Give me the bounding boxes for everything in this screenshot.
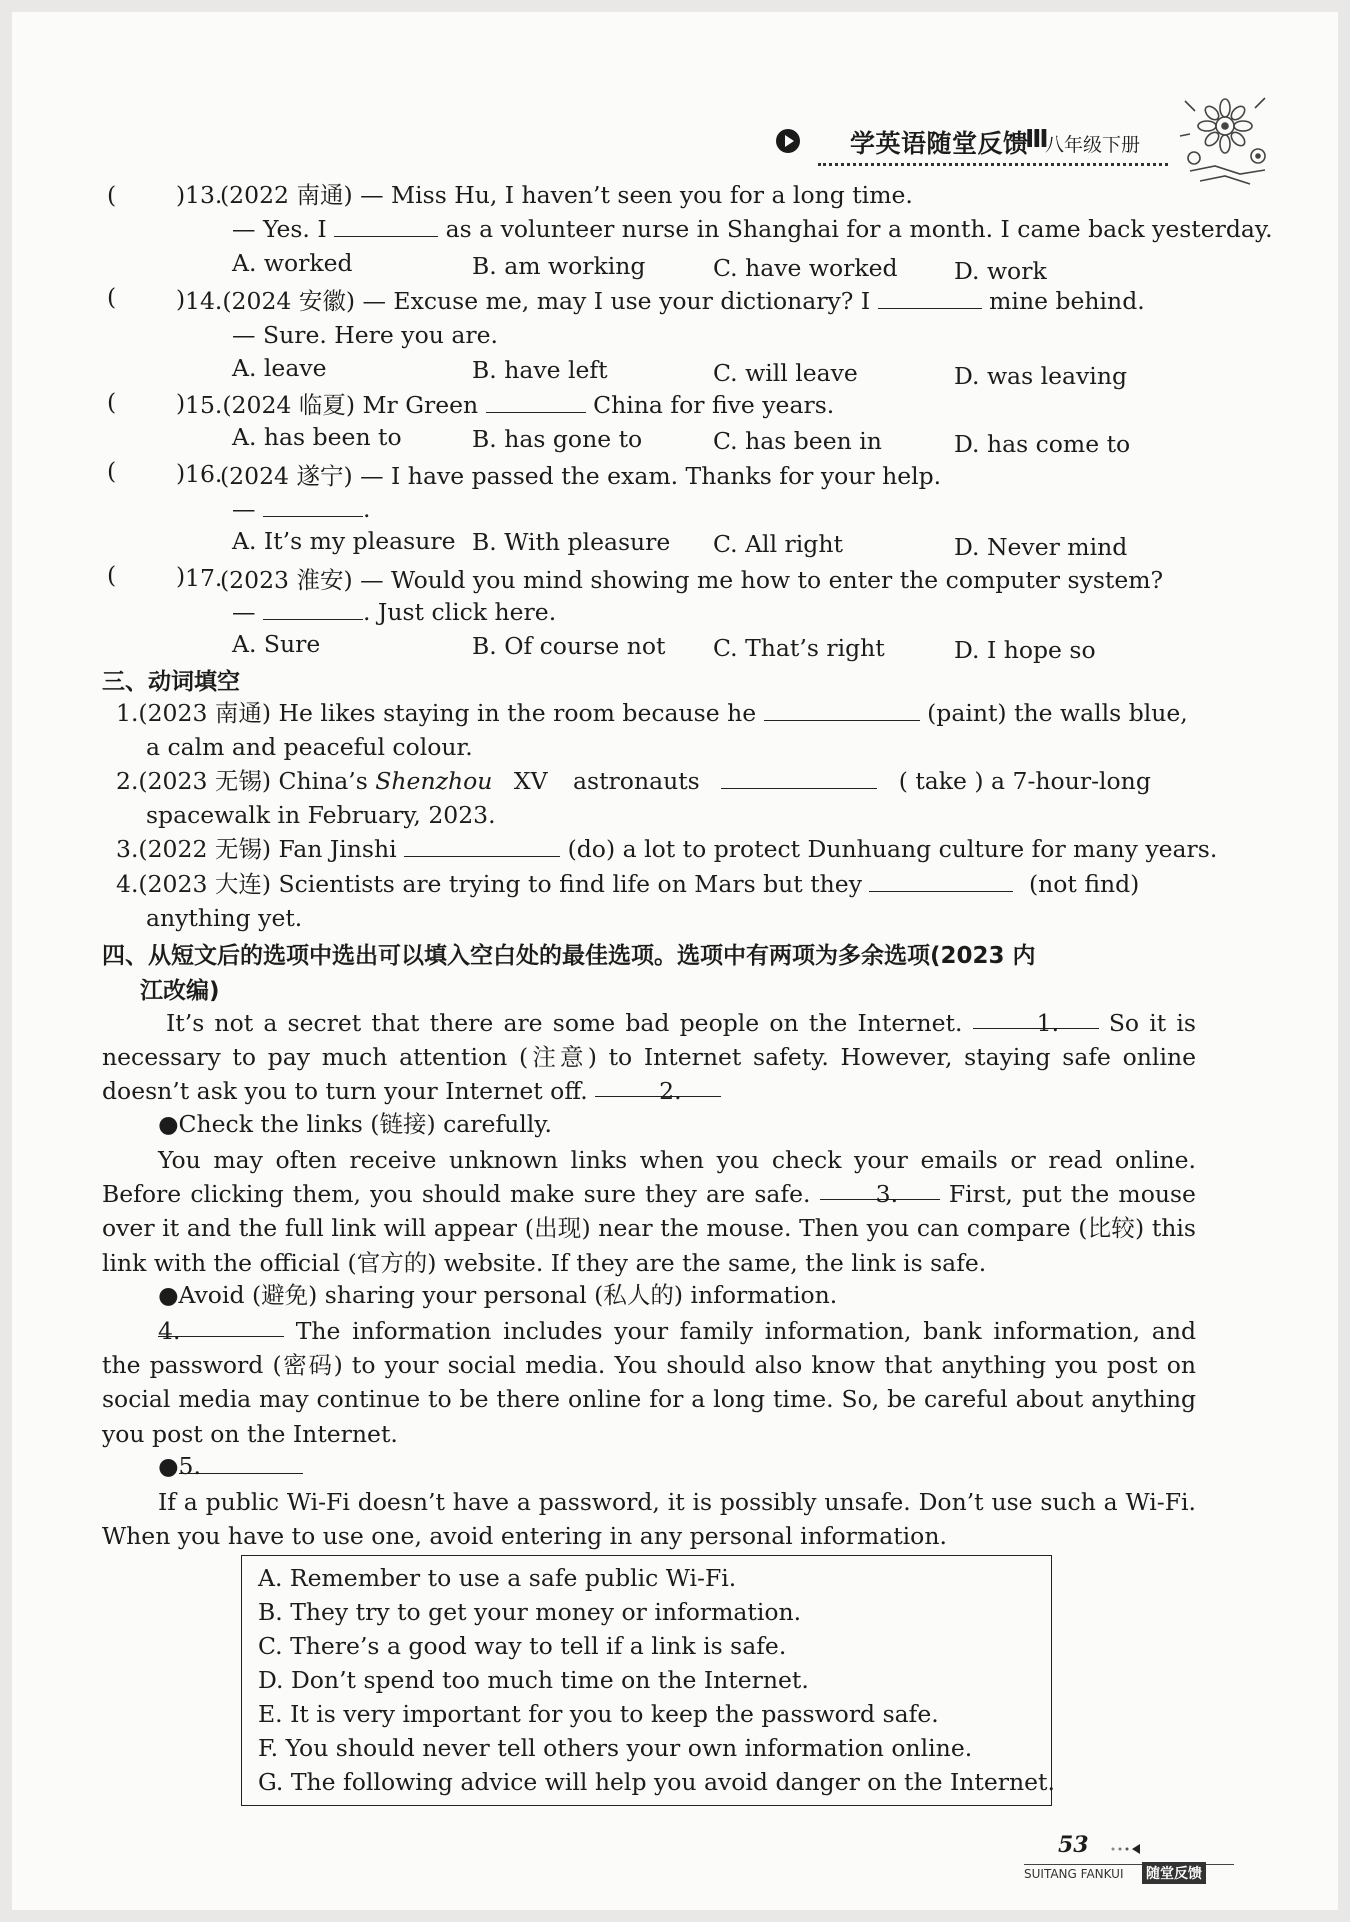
q17-option-d[interactable]: D. I hope so bbox=[954, 636, 1096, 664]
s3-item2-line2: spacewalk in February, 2023. bbox=[146, 801, 496, 829]
q17-paren-close: ) bbox=[176, 562, 186, 590]
s3-item4-hint: (not find) bbox=[1028, 870, 1140, 898]
q15-paren-close: ) bbox=[176, 389, 186, 417]
q15-stem bbox=[185, 390, 834, 420]
s3-item4-num: 4. bbox=[116, 870, 139, 898]
q15-stem-pre: (2024 临夏) Mr Green bbox=[222, 391, 479, 419]
box-option-b[interactable]: B. They try to get your money or information. bbox=[258, 1598, 802, 1626]
passage-blank-5[interactable] bbox=[178, 1451, 303, 1480]
passage-blank-3[interactable] bbox=[820, 1177, 940, 1209]
s3-item2-blank[interactable] bbox=[721, 766, 877, 789]
q17-stem: (2023 淮安) — Would you mind showing me how to enter the computer system? bbox=[220, 566, 1164, 594]
passage-p1-text-b: So it is necessary to pay much attention (注意) to Internet safety. However, staying safe online doesn’t ask you to turn your Internet off. bbox=[102, 1009, 1196, 1106]
header-roman: Ⅲ bbox=[1025, 124, 1050, 153]
q14-line2: — Sure. Here you are. bbox=[232, 321, 498, 349]
s3-item3-pre: (2022 无锡) Fan Jinshi bbox=[138, 835, 397, 863]
q15-option-b[interactable]: B. has gone to bbox=[472, 425, 643, 453]
q16-option-d[interactable]: D. Never mind bbox=[954, 533, 1128, 561]
s3-item2-num: 2. bbox=[116, 767, 139, 795]
q16-dash: — bbox=[232, 495, 256, 523]
q16-option-a[interactable]: A. It’s my pleasure bbox=[232, 527, 456, 555]
passage-heading-2 bbox=[158, 1280, 837, 1310]
s3-item2-mid: astronauts bbox=[573, 767, 700, 795]
q16-option-c[interactable]: C. All right bbox=[713, 530, 843, 558]
flower-decoration-icon bbox=[1170, 86, 1280, 200]
section4-title-line1: 四、从短文后的选项中选出可以填入空白处的最佳选项。选项中有两项为多余选项(2023 内 bbox=[102, 943, 1036, 969]
q13-line2-post: as a volunteer nurse in Shanghai for a month. I came back yesterday. bbox=[445, 215, 1273, 243]
q17-option-b[interactable]: B. Of course not bbox=[472, 632, 666, 660]
header-title: 学英语随堂反馈 bbox=[850, 129, 1029, 158]
passage-paragraph-1 bbox=[102, 1006, 1196, 1109]
q15-stem-post: China for five years. bbox=[593, 391, 835, 419]
footer-brand-en: SUITANG FANKUI bbox=[1024, 1867, 1124, 1881]
q17-blank[interactable] bbox=[263, 597, 363, 620]
q17-dash: — bbox=[232, 598, 256, 626]
q16-paren-open: ( bbox=[107, 457, 117, 485]
q14-stem-pre: (2024 安徽) — Excuse me, may I use your dictionary? I bbox=[222, 287, 871, 315]
box-option-e[interactable]: E. It is very important for you to keep the password safe. bbox=[258, 1700, 939, 1728]
box-option-a[interactable]: A. Remember to use a safe public Wi-Fi. bbox=[258, 1564, 737, 1592]
answer-options-box bbox=[241, 1555, 1055, 1806]
box-option-g[interactable]: G. The following advice will help you avoid danger on the Internet. bbox=[258, 1768, 1055, 1796]
q17-paren-open: ( bbox=[107, 561, 117, 589]
box-option-d[interactable]: D. Don’t spend too much time on the Internet. bbox=[258, 1666, 809, 1694]
s3-item2-italic: Shenzhou bbox=[375, 767, 493, 795]
s3-item1-num: 1. bbox=[116, 699, 139, 727]
s3-item1-line1 bbox=[116, 698, 1198, 728]
q15-paren-open: ( bbox=[107, 388, 117, 416]
q16-blank[interactable] bbox=[263, 494, 363, 517]
q16-paren-close: ) bbox=[176, 459, 186, 487]
bullet-dot-icon: ● bbox=[158, 1452, 179, 1480]
q17-line2-post: . Just click here. bbox=[362, 598, 557, 626]
s3-item4-pre: (2023 大连) Scientists are trying to find life on Mars but they bbox=[138, 870, 862, 898]
section3-title: 三、动词填空 bbox=[102, 669, 240, 695]
q14-option-b[interactable]: B. have left bbox=[472, 356, 608, 384]
s3-item3-hint: (do) a lot to protect Dunhuang culture for many years. bbox=[567, 835, 1218, 863]
s3-item2-hint: ( take ) a 7-hour-long bbox=[898, 767, 1151, 795]
passage-blank-4-num: 4. bbox=[158, 1317, 181, 1345]
box-option-c[interactable]: C. There’s a good way to tell if a link is safe. bbox=[258, 1632, 787, 1660]
section4-title-line2: 江改编) bbox=[140, 978, 220, 1004]
passage-heading-3 bbox=[158, 1451, 303, 1481]
page-number: 53 bbox=[1058, 1832, 1089, 1858]
s3-item2-line1 bbox=[116, 766, 1151, 796]
box-option-f[interactable]: F. You should never tell others your own information online. bbox=[258, 1734, 973, 1762]
q15-number: 15. bbox=[185, 391, 223, 419]
passage-p2-text-a: You may often receive unknown links when you check your emails or read online. Before clicking them, you should make sure they are safe. bbox=[102, 1146, 1196, 1209]
passage-paragraph-4 bbox=[102, 1485, 1196, 1553]
q14-option-d[interactable]: D. was leaving bbox=[954, 362, 1128, 390]
passage-p3-text: The information includes your family information, bank information, and the password (密码) to your social media. You should also know that anything you post on social media may continue to be there online for a long time. So, be careful about anything you post on the Internet. bbox=[102, 1317, 1196, 1448]
passage-blank-2-num: 2. bbox=[659, 1077, 682, 1106]
s3-item1-hint: (paint) the walls blue, bbox=[927, 699, 1188, 727]
s3-item3-line1 bbox=[116, 834, 1217, 864]
q17-number: 17. bbox=[185, 564, 223, 592]
q13-line2-pre: — Yes. I bbox=[232, 215, 327, 243]
q15-option-c[interactable]: C. has been in bbox=[713, 427, 882, 455]
q13-paren-open: ( bbox=[107, 181, 117, 209]
q14-paren-open: ( bbox=[107, 283, 117, 311]
q13-line2 bbox=[232, 214, 1273, 244]
q16-period: . bbox=[362, 495, 371, 523]
s3-item4-line2: anything yet. bbox=[146, 904, 303, 932]
passage-heading-2-text: Avoid (避免) sharing your personal (私人的) information. bbox=[178, 1281, 838, 1309]
q13-option-a[interactable]: A. worked bbox=[232, 249, 353, 277]
q13-stem: (2022 南通) — Miss Hu, I haven’t seen you for a long time. bbox=[220, 181, 913, 209]
q13-paren-close: ) bbox=[176, 181, 186, 209]
play-icon bbox=[775, 128, 801, 158]
passage-p2-text-b: First, put the mouse over it and the full link will appear (出现) near the mouse. Then you can compare (比较) this link with the official (官方的) website. If they are the same, the link is safe. bbox=[102, 1180, 1196, 1277]
s3-item1-pre: (2023 南通) He likes staying in the room because he bbox=[138, 699, 757, 727]
bullet-dot-icon: ● bbox=[158, 1281, 179, 1309]
q13-option-d[interactable]: D. work bbox=[954, 257, 1047, 285]
passage-p1-text-a: It’s not a secret that there are some bad people on the Internet. bbox=[166, 1009, 963, 1037]
s3-item4-line1 bbox=[116, 869, 1139, 899]
q16-stem: (2024 遂宁) — I have passed the exam. Thanks for your help. bbox=[220, 462, 942, 490]
q14-paren-close: ) bbox=[176, 285, 186, 313]
passage-heading-1 bbox=[158, 1109, 552, 1139]
q17-option-a[interactable]: A. Sure bbox=[232, 630, 321, 658]
q13-option-c[interactable]: C. have worked bbox=[713, 254, 898, 282]
footer-brand-cn: 随堂反馈 bbox=[1142, 1862, 1206, 1884]
q13-number: 13. bbox=[185, 181, 223, 209]
passage-p4-text: If a public Wi-Fi doesn’t have a password, it is possibly unsafe. Don’t use such a Wi-Fi. When you have to use one, avoid entering in any personal information. bbox=[102, 1488, 1196, 1551]
bullet-dot-icon: ● bbox=[158, 1110, 179, 1138]
q14-number: 14. bbox=[185, 287, 223, 315]
s3-item1-line2: a calm and peaceful colour. bbox=[146, 733, 473, 761]
passage-heading-1-text: Check the links (链接) carefully. bbox=[178, 1110, 552, 1138]
s3-item2-pre: (2023 无锡) China’s bbox=[138, 767, 368, 795]
footer-arrow-icon bbox=[1110, 1840, 1146, 1859]
passage-blank-1-num: 1. bbox=[1036, 1009, 1060, 1037]
passage-paragraph-2 bbox=[102, 1143, 1196, 1280]
q15-blank[interactable] bbox=[486, 390, 586, 413]
s3-item4-blank[interactable] bbox=[869, 869, 1013, 892]
q14-option-c[interactable]: C. will leave bbox=[713, 359, 858, 387]
q16-line2 bbox=[232, 494, 370, 524]
passage-paragraph-3 bbox=[102, 1314, 1196, 1451]
q15-option-d[interactable]: D. has come to bbox=[954, 430, 1131, 458]
q14-stem-post: mine behind. bbox=[989, 287, 1145, 315]
q17-option-c[interactable]: C. That’s right bbox=[713, 634, 885, 662]
header-dotted-rule bbox=[818, 163, 1168, 166]
q14-blank[interactable] bbox=[878, 286, 982, 309]
passage-blank-4[interactable] bbox=[158, 1314, 284, 1345]
passage-blank-1[interactable] bbox=[973, 1006, 1099, 1037]
q15-option-a[interactable]: A. has been to bbox=[232, 423, 402, 451]
q17-line2 bbox=[232, 597, 556, 627]
q14-option-a[interactable]: A. leave bbox=[232, 354, 327, 382]
s3-item1-blank[interactable] bbox=[764, 698, 920, 721]
passage-blank-2[interactable] bbox=[595, 1074, 721, 1106]
s3-item3-num: 3. bbox=[116, 835, 139, 863]
header-subtitle: 八年级下册 bbox=[1045, 134, 1141, 156]
q14-stem bbox=[185, 286, 1145, 316]
q16-number: 16. bbox=[185, 460, 223, 488]
q13-option-b[interactable]: B. am working bbox=[472, 252, 646, 280]
passage-blank-5-num: 5. bbox=[178, 1452, 201, 1480]
q16-option-b[interactable]: B. With pleasure bbox=[472, 528, 671, 556]
s3-item3-blank[interactable] bbox=[404, 834, 560, 857]
s3-item2-roman: XV bbox=[513, 767, 548, 795]
passage-blank-3-num: 3. bbox=[875, 1180, 899, 1209]
q13-blank[interactable] bbox=[334, 214, 438, 237]
